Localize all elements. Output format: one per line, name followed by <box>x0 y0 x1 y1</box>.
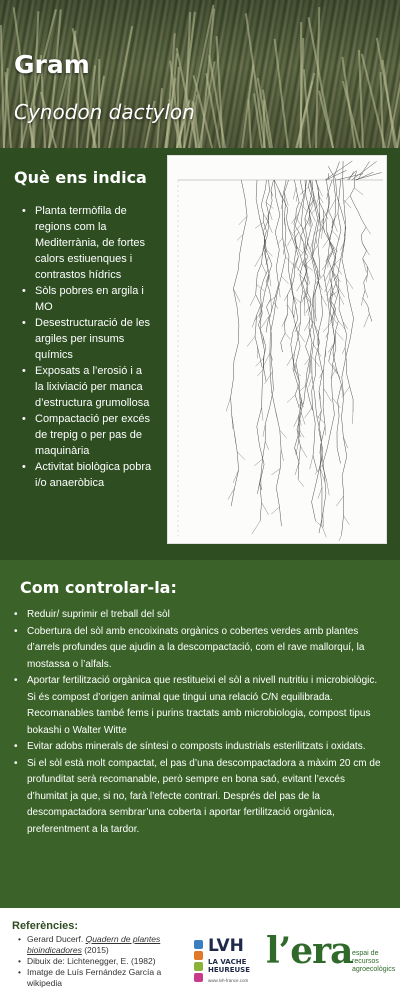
lvh-line1: LA VACHE <box>208 958 247 966</box>
root-branch <box>308 200 313 208</box>
root-strand <box>350 180 372 322</box>
root-branch <box>294 307 296 318</box>
root-branch <box>263 424 265 437</box>
root-branch <box>304 317 311 331</box>
root-strand <box>231 180 248 506</box>
root-strand <box>322 180 341 482</box>
root-branch <box>300 187 309 195</box>
root-branch <box>305 407 313 418</box>
references-heading: Referències: <box>12 920 79 932</box>
grass-blade <box>273 38 288 148</box>
reference-item <box>18 934 188 956</box>
root-branch <box>269 273 271 286</box>
root-branch <box>316 275 324 284</box>
references-list <box>18 934 188 989</box>
lvh-icons <box>194 940 208 984</box>
grass-blade <box>108 26 133 148</box>
era-line1: espai de <box>352 950 379 957</box>
root-branch <box>265 442 269 450</box>
root-branch <box>308 276 310 284</box>
root-branch <box>296 217 304 229</box>
list-item: • Si el sòl està molt compactat, el pas d’una descompactadora a màxim 20 cm de profunditat serà recomanable, però sempre en bona saó, evitant l’excés d’humitat ja que, si no, farà l’efecte contrari. Després del pas de la descompactadora sembrar’una coberta i aportar fertilització orgànica, preferentment a la tardor. <box>14 756 384 839</box>
reference-item <box>18 956 188 967</box>
root-branch <box>316 196 319 206</box>
root-branch <box>323 322 332 332</box>
list-item: • Reduir/ suprimir el treball del sòl <box>14 607 384 624</box>
list-item: • Exposats a l’erosió i a la lixiviació per manca d’estructura grumollosa <box>22 363 152 411</box>
page-title: Gram <box>14 50 90 79</box>
lvh-url: www.lvh-france.com <box>208 978 249 983</box>
root-branch <box>343 322 348 329</box>
root-branch <box>336 331 344 340</box>
grass-blade <box>247 99 251 148</box>
root-branch <box>250 295 256 306</box>
root-branch <box>332 230 340 240</box>
root-branch <box>352 412 353 424</box>
leaf-stroke <box>358 161 370 180</box>
root-branch <box>269 211 272 220</box>
root-branch <box>300 236 301 248</box>
root-branch <box>344 200 352 208</box>
indica-heading: Què ens indica <box>14 168 147 187</box>
root-strand <box>305 180 318 411</box>
root-branch <box>361 298 362 306</box>
root-branch <box>257 370 263 377</box>
root-branch <box>324 388 332 401</box>
root-branch <box>365 290 368 298</box>
root-branch <box>280 430 287 438</box>
root-branch <box>297 247 304 254</box>
root-branch <box>327 482 329 496</box>
root-branch <box>318 487 322 498</box>
root-branch <box>256 284 264 291</box>
control-list <box>14 607 384 838</box>
root-drawing <box>167 155 387 544</box>
root-branch <box>281 449 283 461</box>
root-strand <box>291 180 304 479</box>
root-strand <box>257 180 280 494</box>
root-branch <box>318 283 322 291</box>
list-item: • Evitar adobs minerals de síntesi o composts industrials esterilitzats i oxidats. <box>14 739 384 756</box>
root-branch <box>271 507 279 514</box>
control-heading: Com controlar-la: <box>20 578 177 597</box>
lvh-square-icon <box>194 962 203 971</box>
root-branch <box>237 452 245 460</box>
root-branch <box>330 290 339 297</box>
lvh-square-icon <box>194 951 203 960</box>
list-item: • Aportar fertilització orgànica que restitueixi el sòl a nivell nutritiu i microbiològic. Si és compost d’origen animal que tingui una relació C/N equilibrada. Recomanables també fems i purins tractats amb microbiologia, compost tipus bokashi o Walter Witte <box>14 673 384 739</box>
footer <box>0 908 400 1000</box>
root-branch <box>312 357 320 367</box>
lvh-logo <box>194 938 256 994</box>
era-wordmark: l’era <box>266 930 353 972</box>
root-branch <box>300 446 307 458</box>
root-branch <box>329 241 337 253</box>
indica-list <box>22 203 152 491</box>
root-branch <box>247 336 255 346</box>
root-branch <box>343 437 347 448</box>
root-branch <box>327 193 328 200</box>
reference-title-link[interactable]: Quadern de plantes bioindicadores <box>27 934 161 955</box>
grass-blade <box>342 81 361 148</box>
lvh-square-icon <box>194 973 203 982</box>
root-branch <box>262 502 269 515</box>
list-item: • Activitat biològica pobra i/o anaeròbica <box>22 459 152 491</box>
root-branch <box>340 296 344 304</box>
root-branch <box>343 196 350 204</box>
root-branch <box>262 408 263 421</box>
root-branch <box>239 216 247 225</box>
era-line2: recursos <box>352 958 379 965</box>
root-branch <box>287 237 292 246</box>
root-branch <box>336 283 345 297</box>
reference-suffix: (2015) <box>81 945 109 955</box>
latin-name: Cynodon dactylon <box>14 100 195 124</box>
era-tagline <box>352 950 395 974</box>
root-branch <box>333 364 341 378</box>
root-strand <box>256 180 269 521</box>
root-strand <box>311 180 326 533</box>
root-branch <box>298 479 304 486</box>
root-branch <box>333 291 336 298</box>
root-branch <box>322 526 326 537</box>
list-item: • Planta termòfila de regions com la Mediterrània, de fortes calors estiuenques i contrastos hídrics <box>22 203 152 283</box>
root-branch <box>233 289 240 303</box>
root-branch <box>277 238 282 245</box>
reference-prefix: Gerard Ducerf. <box>27 934 86 944</box>
root-strand <box>342 180 354 535</box>
root-branch <box>366 227 371 234</box>
root-branch <box>286 257 294 265</box>
list-item: • Compactació per excés de trepig o per pas de maquinària <box>22 411 152 459</box>
lvh-line2: HEUREUSE <box>208 966 251 974</box>
root-branch <box>344 516 350 525</box>
root-branch <box>354 188 363 195</box>
root-branch <box>296 195 297 202</box>
reference-prefix: Dibuix de: Lichtenegger, E. (1982) <box>27 956 156 966</box>
root-branch <box>339 535 342 541</box>
era-line3: agroecològics <box>352 966 396 973</box>
root-branch <box>293 187 296 199</box>
root-branch <box>325 426 326 435</box>
root-branch <box>255 253 263 267</box>
reference-item <box>18 967 188 989</box>
lvh-wordmark: LVH <box>208 936 244 956</box>
lvh-subtitle <box>208 958 250 974</box>
root-branch <box>252 521 260 534</box>
root-strand <box>284 180 299 408</box>
root-branch <box>265 372 273 384</box>
root-branch <box>310 215 313 226</box>
root-branch <box>367 267 373 281</box>
root-branch <box>300 431 304 438</box>
root-branch <box>271 299 272 312</box>
root-strand <box>326 180 353 412</box>
root-branch <box>363 259 367 273</box>
root-branch <box>342 348 345 354</box>
root-branch <box>287 395 295 403</box>
root-branch <box>316 238 317 245</box>
root-branch <box>310 456 313 470</box>
root-system-illustration <box>168 156 388 545</box>
root-branch <box>336 496 344 506</box>
root-strand <box>316 180 336 316</box>
root-branch <box>226 397 231 411</box>
lvh-square-icon <box>194 940 203 949</box>
root-branch <box>291 213 298 223</box>
root-branch <box>285 333 290 339</box>
reference-prefix: Imatge de Luís Fernández García a wikipedia <box>27 967 162 988</box>
header-photo <box>0 0 400 148</box>
root-branch <box>364 314 370 328</box>
list-item: • Cobertura del sòl amb encoixinats orgànics o cobertes verdes amb plantes d’arrels profundes que ajudin a la descompactació, com el rave mallorquí, la mostassa o l’alfals. <box>14 624 384 674</box>
root-branch <box>333 220 337 231</box>
root-branch <box>328 341 335 352</box>
root-branch <box>323 513 324 527</box>
root-branch <box>281 276 288 284</box>
root-branch <box>254 459 262 466</box>
list-item: • Desestructuració de les argiles per insums químics <box>22 315 152 363</box>
root-branch <box>269 295 277 302</box>
root-branch <box>304 306 305 316</box>
root-branch <box>256 359 264 367</box>
root-branch <box>309 376 312 387</box>
root-strand <box>293 180 311 464</box>
root-branch <box>338 321 345 329</box>
control-section <box>0 560 400 908</box>
list-item: • Sòls pobres en argila i MO <box>22 283 152 315</box>
era-logo <box>266 928 396 992</box>
root-branch <box>301 413 305 425</box>
